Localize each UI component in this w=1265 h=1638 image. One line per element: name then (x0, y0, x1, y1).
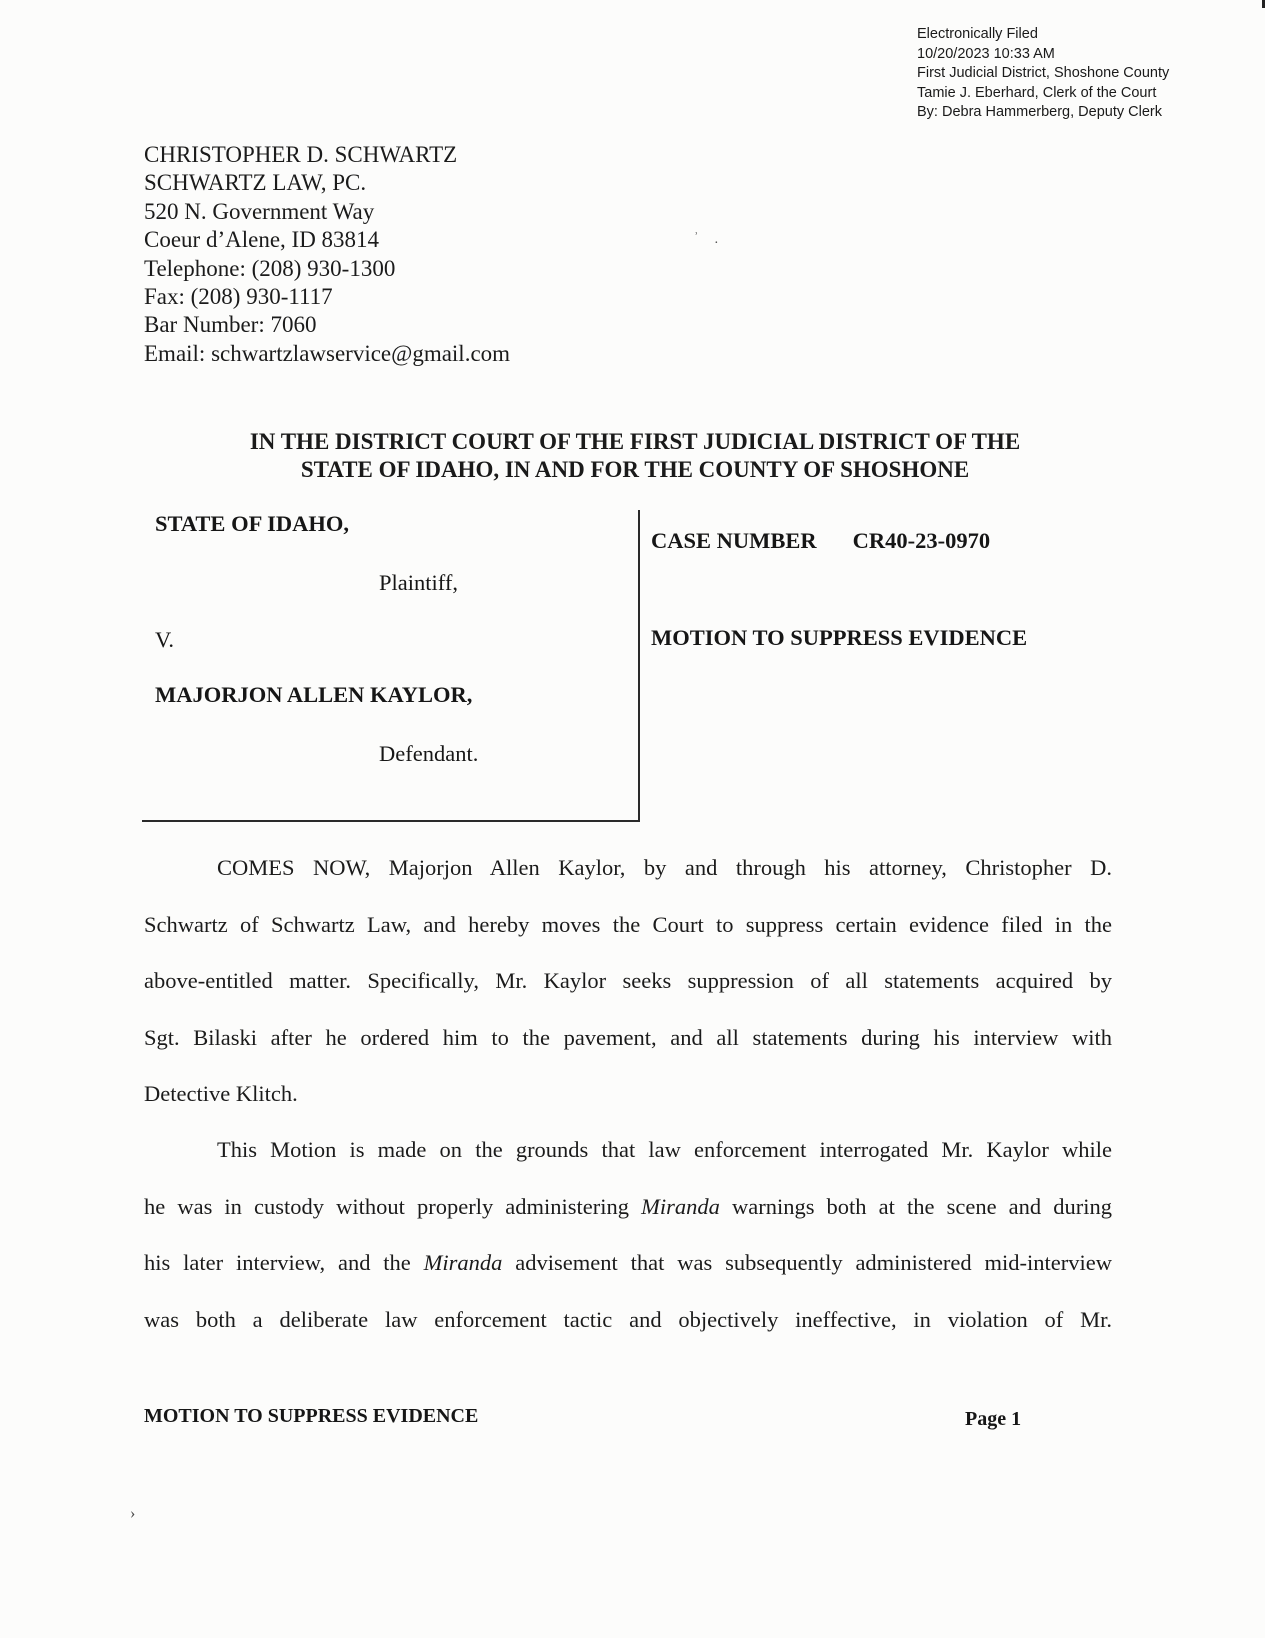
document-title: MOTION TO SUPPRESS EVIDENCE (651, 625, 1028, 650)
attorney-telephone: Telephone: (208) 930-1300 (144, 255, 396, 281)
court-heading-line-2: STATE OF IDAHO, IN AND FOR THE COUNTY OF SHOSHONE (300, 457, 970, 482)
case-citation-miranda: Miranda (423, 1250, 503, 1275)
paragraph-line: his later interview, and the Miranda advisement that was subsequently administered mid-interview (144, 1250, 1112, 1275)
case-citation-miranda: Miranda (641, 1193, 720, 1219)
attorney-bar-number: Bar Number: 7060 (144, 312, 317, 338)
court-heading (160, 428, 1110, 484)
paragraph-line: COMES NOW, Majorjon Allen Kaylor, by and through his attorney, Christopher D. (217, 855, 1112, 880)
attorney-email: Email: schwartzlawservice@gmail.com (144, 340, 511, 366)
electronic-filing-stamp (917, 25, 1169, 123)
paragraph-line: Schwartz of Schwartz Law, and hereby moves the Court to suppress certain evidence filed in the (144, 911, 1112, 937)
paragraph-line: he was in custody without properly administering Miranda warnings both at the scene and during (144, 1193, 1112, 1219)
paragraph-line: This Motion is made on the grounds that law enforcement interrogated Mr. Kaylor while (217, 1137, 1112, 1162)
paragraph-line: Detective Klitch. (144, 1081, 298, 1106)
caption-vertical-divider (638, 510, 640, 822)
attorney-street: 520 N. Government Way (144, 198, 375, 224)
footer-page-number: Page 1 (965, 1408, 1022, 1430)
body-paragraph-2 (144, 1122, 1112, 1348)
scan-speck: ʾ (694, 231, 699, 246)
court-heading-line-1: IN THE DISTRICT COURT OF THE FIRST JUDICIAL DISTRICT OF THE (249, 429, 1021, 454)
footer-title: MOTION TO SUPPRESS EVIDENCE (144, 1405, 479, 1427)
caption-plaintiff-role: Plaintiff, (379, 570, 458, 595)
caption-defendant: MAJORJON ALLEN KAYLOR, (155, 682, 473, 707)
stamp-clerk: Tamie J. Eberhard, Clerk of the Court (917, 84, 1157, 101)
caption-versus: V. (155, 627, 174, 652)
attorney-fax: Fax: (208) 930-1117 (144, 284, 333, 310)
caption-defendant-role: Defendant. (379, 741, 479, 766)
scan-speck: › (130, 1505, 136, 1522)
paragraph-line: was both a deliberate law enforcement tactic and objectively ineffective, in violation of Mr. (144, 1306, 1112, 1332)
stamp-district: First Judicial District, Shoshone County (917, 65, 1170, 81)
attorney-city: Coeur d’Alene, ID 83814 (144, 227, 380, 253)
caption-horizontal-divider (142, 820, 640, 822)
case-number-label: CASE NUMBER (651, 528, 817, 553)
case-number: CR40-23-0970 (852, 528, 991, 553)
attorney-block (144, 141, 510, 368)
paragraph-line: above-entitled matter. Specifically, Mr. Kaylor seeks suppression of all statements acquired by (144, 968, 1112, 993)
stamp-date: 10/20/2023 10:33 AM (917, 45, 1055, 62)
scan-speck: · (714, 236, 719, 251)
case-number-line (651, 528, 990, 554)
paragraph-line: Sgt. Bilaski after he ordered him to the pavement, and all statements during his interview with (144, 1024, 1112, 1050)
attorney-firm: SCHWARTZ LAW, PC. (144, 170, 367, 196)
attorney-name: CHRISTOPHER D. SCHWARTZ (144, 142, 458, 167)
body-paragraph-1 (144, 840, 1112, 1123)
caption-plaintiff: STATE OF IDAHO, (155, 511, 349, 536)
stamp-line: Electronically Filed (917, 26, 1038, 42)
stamp-deputy-clerk: By: Debra Hammerberg, Deputy Clerk (917, 104, 1162, 120)
